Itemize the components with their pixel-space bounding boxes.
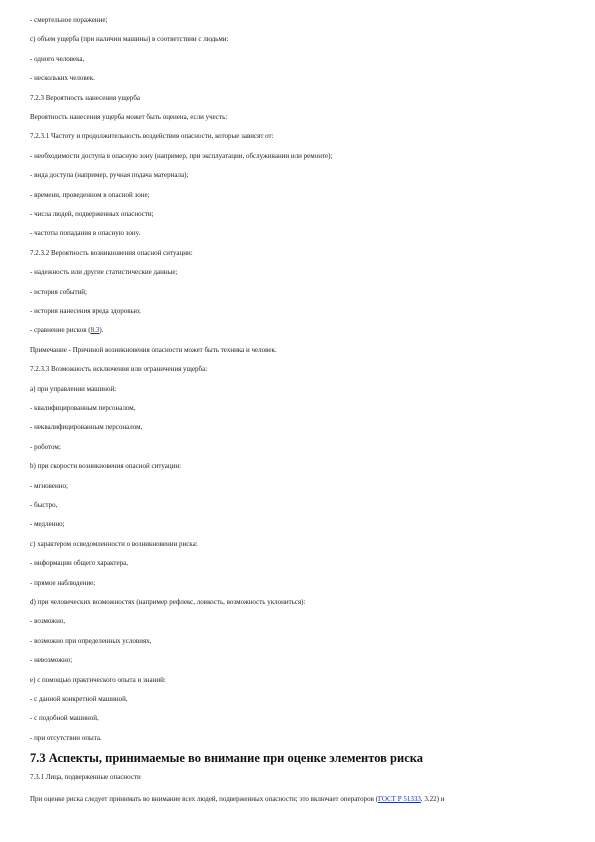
text-line: - возможно при определенных условиях, [30, 636, 152, 645]
last-line-before: При оценке риска следует принимать во внимание всех людей, подверженных опасности; это включает операторов ( [30, 795, 378, 804]
text-line: - быстро, [30, 501, 58, 509]
risk-line-after: ). [99, 326, 104, 335]
text-line: Примечание - Причиной возникновения опасности может быть техника и человек. [30, 345, 277, 354]
text-line: 7.2.3.3 Возможность исключения или ограничения ущерба: [30, 365, 208, 374]
text-line: - необходимости доступа в опасную зону (например, при эксплуатации, обслуживании или ремонте); [30, 151, 333, 160]
text-line: - надежность или другие статистические данные; [30, 268, 178, 277]
text-line: - информации общего характера, [30, 559, 128, 568]
last-line-after: , 3.22) и [420, 795, 445, 804]
text-line: d) при человеческих возможностях (например рефлекс, ловкость, возможность уклониться): [30, 598, 306, 606]
text-line: - роботом; [30, 442, 61, 451]
text-line: - неквалифицированным персоналом, [30, 423, 143, 432]
text-line: - с данной конкретной машиной, [30, 695, 128, 703]
text-line: - прямое наблюдение; [30, 578, 96, 587]
text-line: b) при скорости возникновения опасной ситуации: [30, 462, 182, 471]
text-line: - квалифицированным персоналом, [30, 404, 136, 412]
text-line: - с подобной машиной, [30, 714, 99, 723]
text-line: 7.2.3 Вероятность нанесения ущерба [30, 93, 141, 102]
text-line: с) объем ущерба (при наличии машины) в соответствии с людьми: [30, 35, 229, 44]
text-line: - история нанесения вреда здоровью; [30, 307, 141, 315]
text-line: - невозможно; [30, 656, 73, 665]
text-line: - вида доступа (например, ручная подача материала); [30, 171, 189, 180]
text-line: - времени, проведенном в опасной зоне; [30, 190, 150, 199]
risk-comparison-line [30, 325, 103, 335]
text-line: - история событий; [30, 287, 87, 296]
last-paragraph-line [30, 794, 444, 804]
text-line: - при отсутствии опыта. [30, 733, 102, 742]
text-line: - возможно, [30, 617, 66, 626]
text-line: - медленно; [30, 520, 65, 529]
text-line: - одного человека, [30, 54, 85, 63]
text-line: Вероятность нанесения ущерба может быть оценена, если учесть: [30, 113, 228, 121]
text-line: - числа людей, подверженных опасности; [30, 210, 154, 218]
subsection-title: 7.3.1 Лица, подверженные опасности [30, 773, 141, 782]
text-line: - нескольких человек. [30, 74, 95, 83]
text-line: 7.2.3.1 Частоту и продолжительность воздействия опасности, которые зависят от: [30, 132, 274, 141]
gost-link[interactable]: ГОСТ Р 51333 [378, 795, 421, 804]
text-line: - мгновенно; [30, 481, 68, 490]
section-link-8-3[interactable]: 8.3 [90, 326, 100, 335]
text-line: а) при управлении машиной: [30, 384, 117, 393]
text-line: - частоты попадания в опасную зону. [30, 229, 141, 238]
text-line: 7.2.3.2 Вероятность возникновения опасной ситуации: [30, 248, 193, 257]
section-heading: 7.3 Аспекты, принимаемые во внимание при оценке элементов риска [30, 751, 424, 766]
risk-line-before: - сравнение рисков ( [30, 326, 91, 335]
text-line: е) с помощью практического опыта и знаний: [30, 675, 166, 684]
text-line: с) характером осведомленности о возникновении риска: [30, 539, 198, 548]
text-line: - смертельное поражение; [30, 16, 108, 24]
